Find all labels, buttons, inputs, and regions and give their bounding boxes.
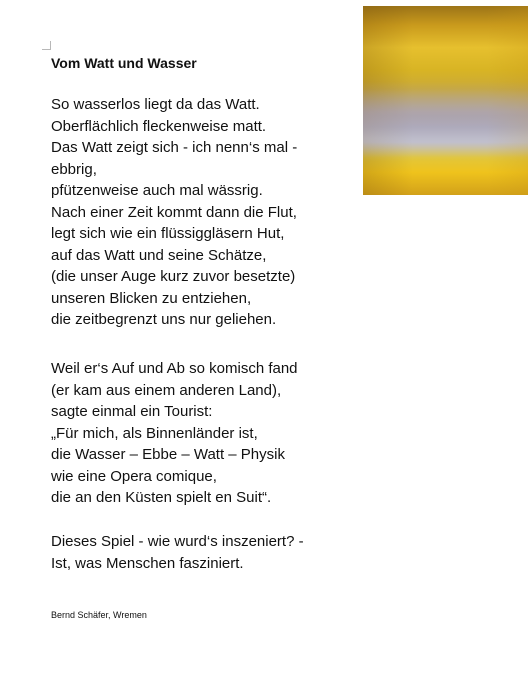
stanza-3 xyxy=(51,531,304,574)
verse-line: wie eine Opera comique, xyxy=(51,467,217,485)
verse-line: (er kam aus einem anderen Land), xyxy=(51,381,282,399)
verse-line: Das Watt zeigt sich - ich nenn‘s mal - xyxy=(51,139,298,156)
verse-line: die Wasser – Ebbe – Watt – Physik xyxy=(51,446,285,463)
verse-line: die zeitbegrenzt uns nur geliehen. xyxy=(51,311,277,328)
verse-line: pfützenweise auch mal wässrig. xyxy=(51,182,263,199)
verse-line: Oberflächlich fleckenweise matt. xyxy=(51,117,267,135)
author-signature: Bernd Schäfer, Wremen xyxy=(51,610,147,620)
verse-line: Ist, was Menschen fasziniert. xyxy=(51,554,244,572)
verse-line: Weil er‘s Auf und Ab so komisch fand xyxy=(51,360,298,377)
verse-line: die an den Küsten spielt en Suit“. xyxy=(51,489,272,506)
verse-line: auf das Watt und seine Schätze, xyxy=(51,246,267,264)
verse-line: (die unser Auge kurz zuvor besetzte) xyxy=(51,268,296,285)
page-corner-mark xyxy=(42,41,51,50)
verse-line: unseren Blicken zu entziehen, xyxy=(51,289,252,307)
verse-line: legt sich wie ein flüssiggläsern Hut, xyxy=(51,225,285,242)
verse-line: So wasserlos liegt da das Watt. xyxy=(51,96,260,113)
verse-line: „Für mich, als Binnenländer ist, xyxy=(51,424,258,442)
stanza-1 xyxy=(51,94,297,331)
verse-line: ebbrig, xyxy=(51,160,97,178)
verse-line: Nach einer Zeit kommt dann die Flut, xyxy=(51,203,297,221)
poem-title: Vom Watt und Wasser xyxy=(51,55,197,71)
watt-photo xyxy=(363,6,528,195)
verse-line: sagte einmal ein Tourist: xyxy=(51,403,213,420)
verse-line: Dieses Spiel - wie wurd‘s inszeniert? - xyxy=(51,533,304,550)
stanza-2 xyxy=(51,358,298,509)
